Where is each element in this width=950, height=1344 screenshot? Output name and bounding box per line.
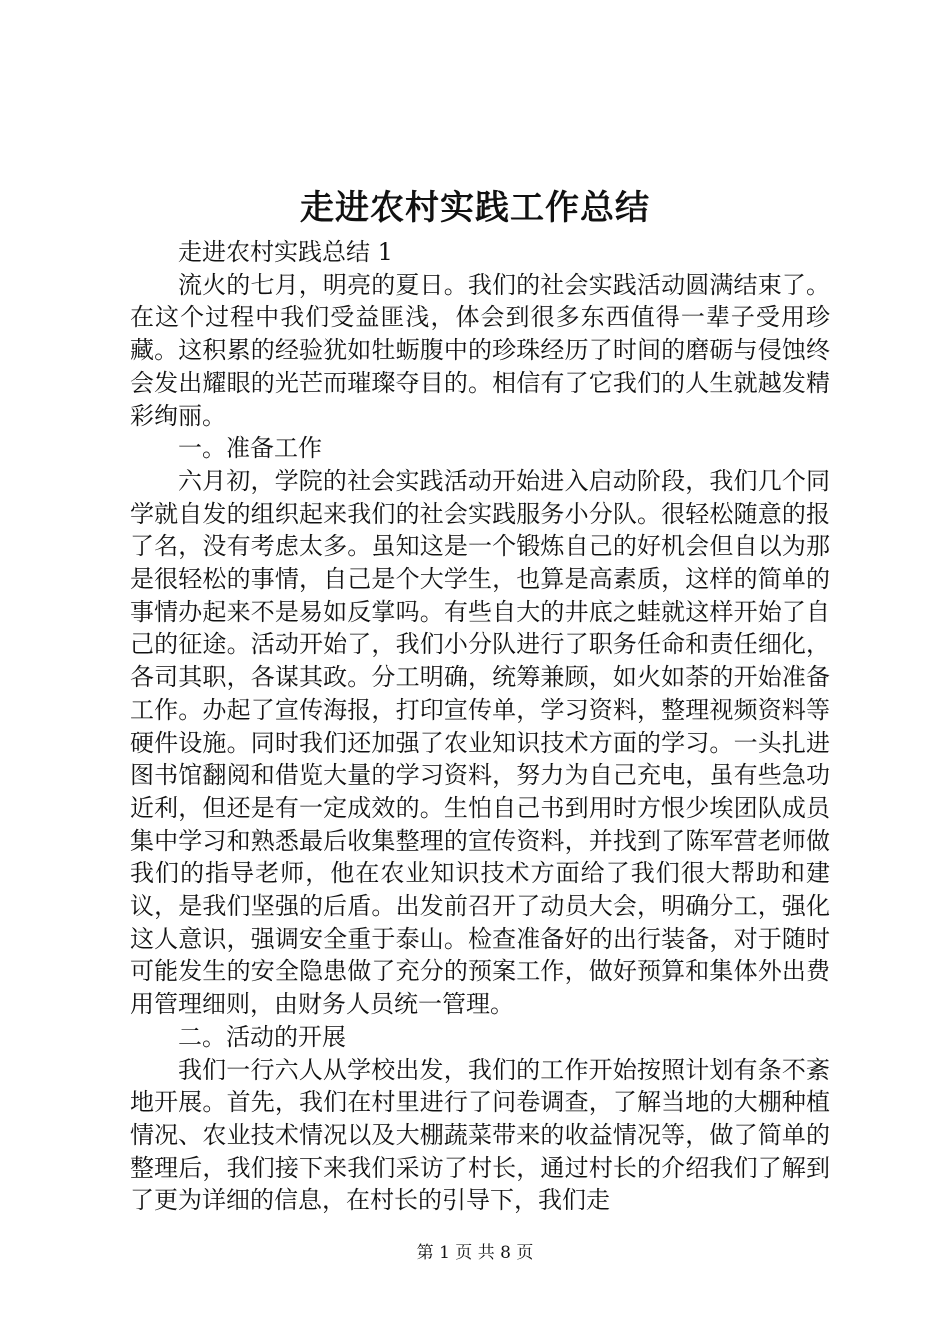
paragraph-intro: 流火的七月，明亮的夏日。我们的社会实践活动圆满结束了。在这个过程中我们受益匪浅，体会到很多东西值得一辈子受用珍藏。这积累的经验犹如牡蛎腹中的珍珠经历了时间的磨砺与侵蚀终会发出耀眼的光芒而璀璨夺目的。相信有了它我们的人生就越发精彩绚丽。 (130, 270, 830, 430)
document-subtitle: 走进农村实践总结 1 (178, 238, 393, 266)
document-title: 走进农村实践工作总结 (300, 188, 650, 228)
section-heading-activities: 二。活动的开展 (178, 1022, 346, 1051)
section-heading-preparation: 一。准备工作 (178, 434, 322, 463)
page-footer: 第 1 页 共 8 页 (416, 1243, 534, 1263)
paragraph-preparation: 六月初，学院的社会实践活动开始进入启动阶段，我们几个同学就自发的组织起来我们的社会实践服务小分队。很轻松随意的报了名，没有考虑太多。虽知这是一个锻炼自己的好机会但自以为那是很轻松的事情，自己是个大学生，也算是高素质，这样的简单的事情办起来不是易如反掌吗。有些自大的井底之蛙就这样开始了自己的征途。活动开始了，我们小分队进行了职务任命和责任细化，各司其职，各谋其政。分工明确，统筹兼顾，如火如荼的开始准备工作。办起了宣传海报，打印宣传单，学习资料，整理视频资料等硬件设施。同时我们还加强了农业知识技术方面的学习。一头扎进图书馆翻阅和借览大量的学习资料，努力为自己充电，虽有些急功近利，但还是有一定成效的。生怕自己书到用时方恨少埃团队成员集中学习和熟悉最后收集整理的宣传资料，并找到了陈军营老师做我们的指导老师，他在农业知识技术方面给了我们很大帮助和建议，是我们坚强的后盾。出发前召开了动员大会，明确分工，强化这人意识，强调安全重于泰山。检查准备好的出行装备，对于随时可能发生的安全隐患做了充分的预案工作，做好预算和集体外出费用管理细则，由财务人员统一管理。 (130, 466, 830, 1019)
paragraph-activities: 我们一行六人从学校出发，我们的工作开始按照计划有条不紊地开展。首先，我们在村里进行了问卷调查，了解当地的大棚种植情况、农业技术情况以及大棚蔬菜带来的收益情况等，做了简单的整理后，我们接下来我们采访了村长，通过村长的介绍我们了解到了更为详细的信息，在村长的引导下，我们走 (130, 1055, 830, 1215)
document-body (130, 236, 830, 1217)
